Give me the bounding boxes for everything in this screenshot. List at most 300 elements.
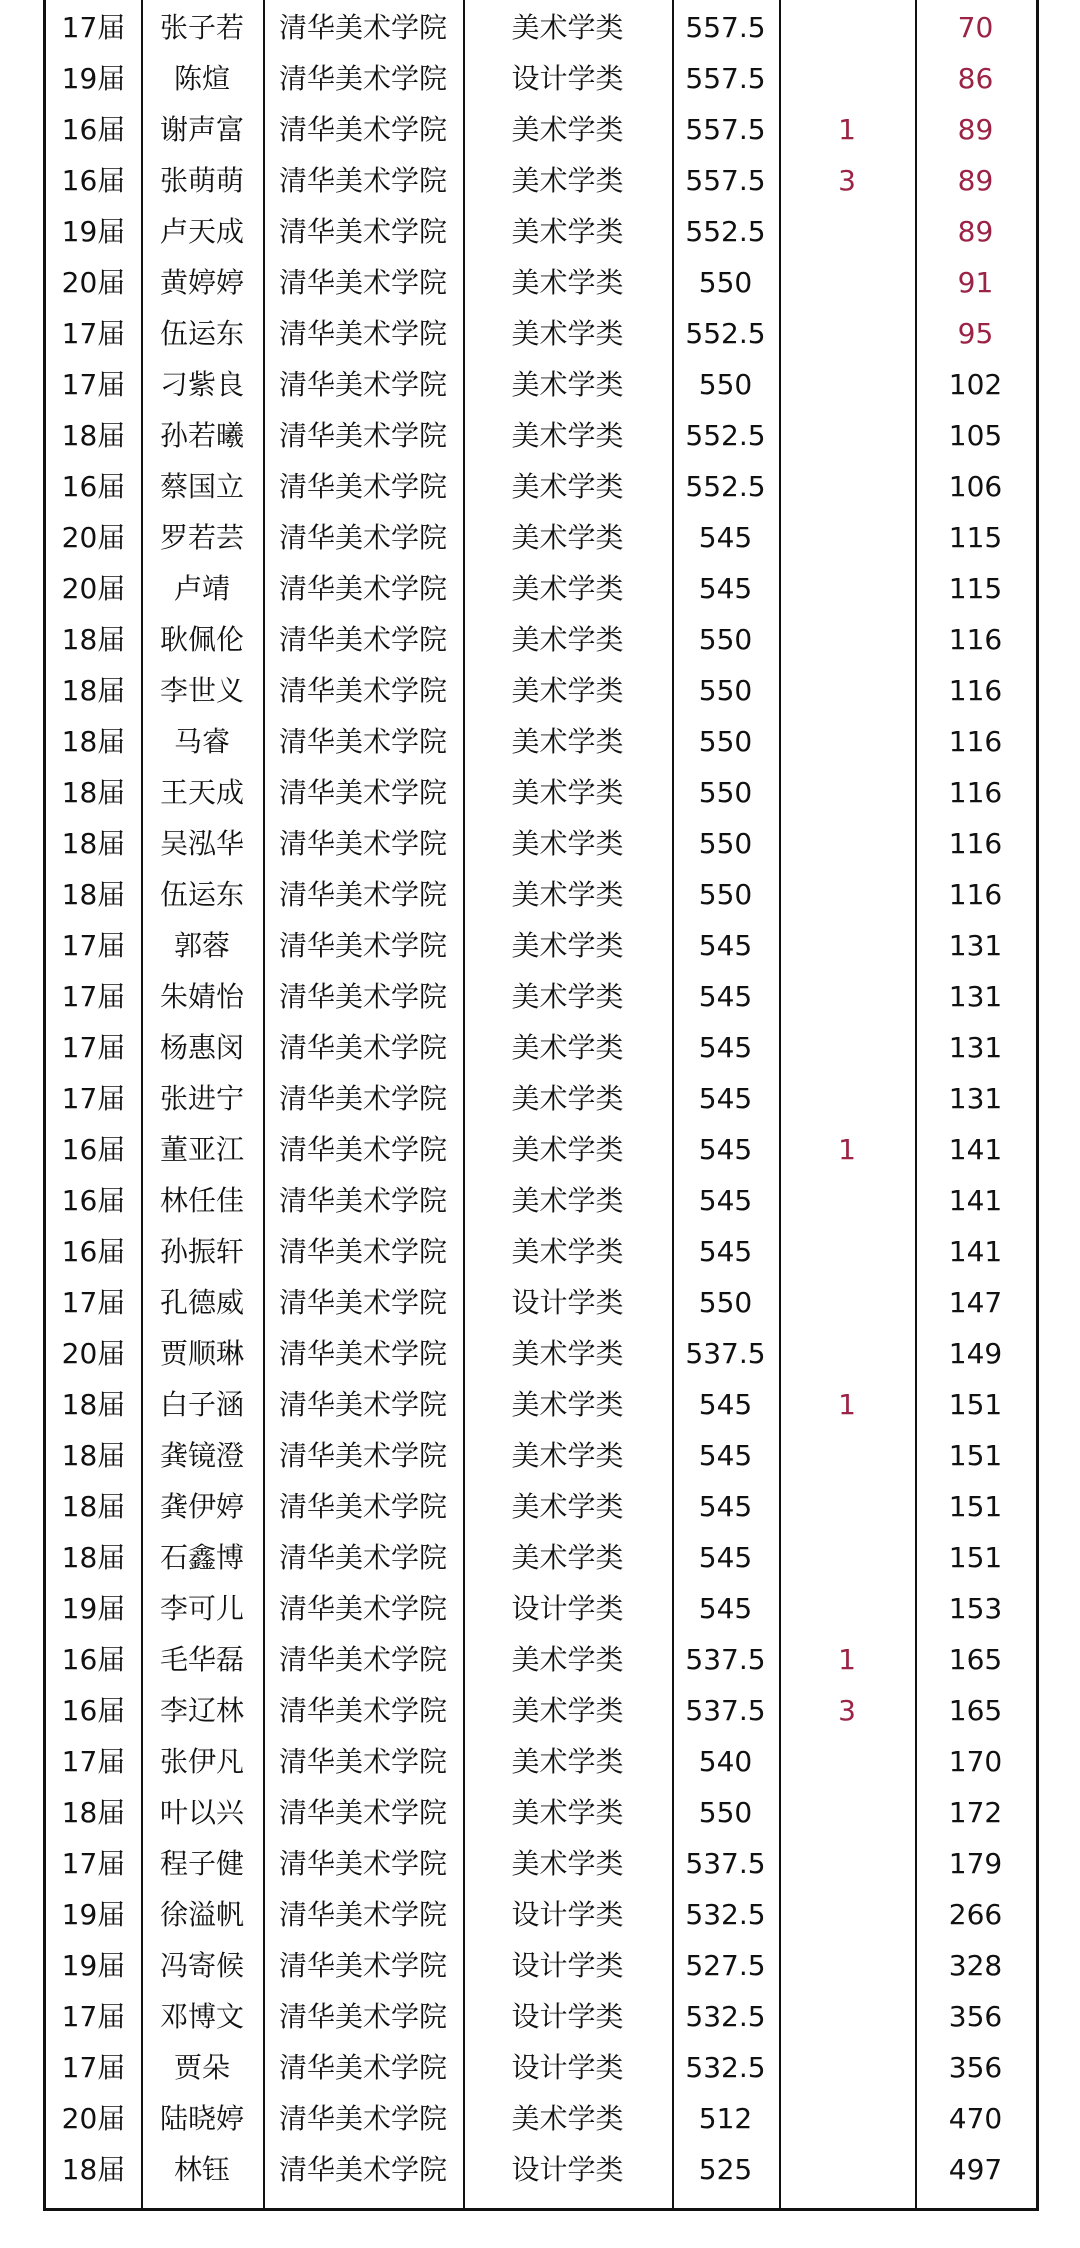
school-cell: 清华美术学院 <box>278 11 447 44</box>
school-cell: 清华美术学院 <box>278 572 447 605</box>
cohort-cell: 18届 <box>61 725 126 758</box>
table-row <box>46 2093 1036 2144</box>
student-name-cell: 张进宁 <box>159 1082 244 1115</box>
major-cell: 美术学类 <box>511 572 624 605</box>
major-cell: 美术学类 <box>511 1490 624 1523</box>
score-cell: 552.5 <box>685 419 766 452</box>
score-cell: 552.5 <box>685 215 766 248</box>
student-name-cell: 王天成 <box>159 776 244 809</box>
mark-cell: 1 <box>838 1388 856 1421</box>
major-cell: 设计学类 <box>511 2153 624 2186</box>
table-row <box>46 920 1036 971</box>
school-cell: 清华美术学院 <box>278 1949 447 1982</box>
score-cell: 527.5 <box>685 1949 766 1982</box>
major-cell: 美术学类 <box>511 1439 624 1472</box>
student-name-cell: 程子健 <box>159 1847 244 1880</box>
major-cell: 美术学类 <box>511 1235 624 1268</box>
rank-cell: 116 <box>948 878 1003 911</box>
score-cell: 545 <box>698 980 753 1013</box>
score-cell: 545 <box>698 929 753 962</box>
student-name-cell: 陈煊 <box>173 62 230 95</box>
major-cell: 设计学类 <box>511 2051 624 2084</box>
cohort-cell: 18届 <box>61 419 126 452</box>
table-row <box>46 1787 1036 1838</box>
rank-cell: 116 <box>948 674 1003 707</box>
rank-cell: 116 <box>948 725 1003 758</box>
table-row <box>46 1583 1036 1634</box>
table-row <box>46 206 1036 257</box>
rank-cell: 131 <box>948 1082 1003 1115</box>
major-cell: 美术学类 <box>511 1337 624 1370</box>
rank-cell: 328 <box>948 1949 1003 1982</box>
score-cell: 545 <box>698 1235 753 1268</box>
table-row <box>46 1940 1036 1991</box>
score-cell: 550 <box>698 266 753 299</box>
student-name-cell: 孔德威 <box>159 1286 244 1319</box>
cohort-cell: 20届 <box>61 1337 126 1370</box>
rank-cell: 115 <box>948 572 1003 605</box>
results-table <box>43 0 1039 2211</box>
major-cell: 设计学类 <box>511 1949 624 1982</box>
rank-cell: 141 <box>948 1133 1003 1166</box>
school-cell: 清华美术学院 <box>278 1745 447 1778</box>
major-cell: 美术学类 <box>511 674 624 707</box>
rank-cell: 115 <box>948 521 1003 554</box>
mark-cell: 1 <box>838 113 856 146</box>
major-cell: 美术学类 <box>511 368 624 401</box>
rank-cell: 266 <box>948 1898 1003 1931</box>
cohort-cell: 18届 <box>61 1490 126 1523</box>
student-name-cell: 白子涵 <box>159 1388 244 1421</box>
cohort-cell: 17届 <box>61 1847 126 1880</box>
score-cell: 537.5 <box>685 1643 766 1676</box>
cohort-cell: 20届 <box>61 266 126 299</box>
student-name-cell: 杨惠闵 <box>159 1031 244 1064</box>
cohort-cell: 18届 <box>61 674 126 707</box>
school-cell: 清华美术学院 <box>278 1796 447 1829</box>
student-name-cell: 张子若 <box>159 11 244 44</box>
major-cell: 美术学类 <box>511 11 624 44</box>
school-cell: 清华美术学院 <box>278 164 447 197</box>
score-cell: 545 <box>698 572 753 605</box>
table-row <box>46 1022 1036 1073</box>
table-row <box>46 716 1036 767</box>
major-cell: 美术学类 <box>511 470 624 503</box>
score-cell: 552.5 <box>685 470 766 503</box>
school-cell: 清华美术学院 <box>278 674 447 707</box>
table-row <box>46 1532 1036 1583</box>
student-name-cell: 李辽林 <box>159 1694 244 1727</box>
student-name-cell: 李世义 <box>159 674 244 707</box>
cohort-cell: 18届 <box>61 1796 126 1829</box>
student-name-cell: 谢声富 <box>159 113 244 146</box>
school-cell: 清华美术学院 <box>278 929 447 962</box>
cohort-cell: 17届 <box>61 1082 126 1115</box>
major-cell: 美术学类 <box>511 1694 624 1727</box>
school-cell: 清华美术学院 <box>278 776 447 809</box>
rank-cell: 89 <box>957 215 994 248</box>
table-row <box>46 869 1036 920</box>
score-cell: 557.5 <box>685 113 766 146</box>
major-cell: 设计学类 <box>511 62 624 95</box>
table-row <box>46 1736 1036 1787</box>
table-row <box>46 155 1036 206</box>
major-cell: 美术学类 <box>511 521 624 554</box>
student-name-cell: 孙若曦 <box>159 419 244 452</box>
score-cell: 550 <box>698 674 753 707</box>
cohort-cell: 19届 <box>61 1949 126 1982</box>
student-name-cell: 黄婷婷 <box>159 266 244 299</box>
student-name-cell: 蔡国立 <box>159 470 244 503</box>
table-row <box>46 461 1036 512</box>
school-cell: 清华美术学院 <box>278 368 447 401</box>
mark-cell: 1 <box>838 1643 856 1676</box>
table-row <box>46 1634 1036 1685</box>
score-cell: 545 <box>698 1388 753 1421</box>
rank-cell: 151 <box>948 1439 1003 1472</box>
table-row <box>46 1073 1036 1124</box>
table-row <box>46 308 1036 359</box>
table-row <box>46 1991 1036 2042</box>
table-row <box>46 1124 1036 1175</box>
rank-cell: 70 <box>957 11 994 44</box>
score-cell: 532.5 <box>685 1898 766 1931</box>
rank-cell: 131 <box>948 929 1003 962</box>
student-name-cell: 贾朵 <box>173 2051 230 2084</box>
cohort-cell: 17届 <box>61 317 126 350</box>
cohort-cell: 18届 <box>61 623 126 656</box>
cohort-cell: 19届 <box>61 62 126 95</box>
student-name-cell: 张萌萌 <box>159 164 244 197</box>
school-cell: 清华美术学院 <box>278 419 447 452</box>
school-cell: 清华美术学院 <box>278 1133 447 1166</box>
student-name-cell: 耿佩伦 <box>159 623 244 656</box>
mark-cell: 3 <box>838 1694 856 1727</box>
cohort-cell: 16届 <box>61 1133 126 1166</box>
school-cell: 清华美术学院 <box>278 827 447 860</box>
table-row <box>46 767 1036 818</box>
school-cell: 清华美术学院 <box>278 2051 447 2084</box>
rank-cell: 131 <box>948 980 1003 1013</box>
score-cell: 552.5 <box>685 317 766 350</box>
score-cell: 512 <box>698 2102 753 2135</box>
cohort-cell: 19届 <box>61 1592 126 1625</box>
student-name-cell: 叶以兴 <box>159 1796 244 1829</box>
school-cell: 清华美术学院 <box>278 1592 447 1625</box>
major-cell: 设计学类 <box>511 1286 624 1319</box>
school-cell: 清华美术学院 <box>278 1337 447 1370</box>
score-cell: 550 <box>698 776 753 809</box>
major-cell: 美术学类 <box>511 419 624 452</box>
major-cell: 美术学类 <box>511 878 624 911</box>
cohort-cell: 17届 <box>61 2051 126 2084</box>
major-cell: 美术学类 <box>511 164 624 197</box>
school-cell: 清华美术学院 <box>278 266 447 299</box>
table-row <box>46 563 1036 614</box>
score-cell: 545 <box>698 1541 753 1574</box>
cohort-cell: 18届 <box>61 776 126 809</box>
score-cell: 525 <box>698 2153 753 2186</box>
major-cell: 美术学类 <box>511 980 624 1013</box>
rank-cell: 102 <box>948 368 1003 401</box>
school-cell: 清华美术学院 <box>278 1082 447 1115</box>
school-cell: 清华美术学院 <box>278 2000 447 2033</box>
score-cell: 550 <box>698 827 753 860</box>
rank-cell: 165 <box>948 1643 1003 1676</box>
student-name-cell: 刁紫良 <box>159 368 244 401</box>
cohort-cell: 17届 <box>61 1286 126 1319</box>
school-cell: 清华美术学院 <box>278 2102 447 2135</box>
table-row <box>46 1481 1036 1532</box>
cohort-cell: 18届 <box>61 827 126 860</box>
major-cell: 美术学类 <box>511 1643 624 1676</box>
rank-cell: 151 <box>948 1490 1003 1523</box>
rank-cell: 89 <box>957 113 994 146</box>
rank-cell: 149 <box>948 1337 1003 1370</box>
major-cell: 设计学类 <box>511 1898 624 1931</box>
cohort-cell: 16届 <box>61 1184 126 1217</box>
student-name-cell: 龚伊婷 <box>159 1490 244 1523</box>
major-cell: 美术学类 <box>511 215 624 248</box>
table-row <box>46 614 1036 665</box>
student-name-cell: 邓博文 <box>159 2000 244 2033</box>
table-row <box>46 512 1036 563</box>
rank-cell: 153 <box>948 1592 1003 1625</box>
table-row <box>46 257 1036 308</box>
school-cell: 清华美术学院 <box>278 521 447 554</box>
table-body <box>46 2 1036 2195</box>
mark-cell: 3 <box>838 164 856 197</box>
major-cell: 美术学类 <box>511 1082 624 1115</box>
mark-cell: 1 <box>838 1133 856 1166</box>
rank-cell: 105 <box>948 419 1003 452</box>
table-row <box>46 1226 1036 1277</box>
major-cell: 美术学类 <box>511 317 624 350</box>
rank-cell: 106 <box>948 470 1003 503</box>
student-name-cell: 罗若芸 <box>159 521 244 554</box>
score-cell: 545 <box>698 1031 753 1064</box>
school-cell: 清华美术学院 <box>278 317 447 350</box>
rank-cell: 497 <box>948 2153 1003 2186</box>
student-name-cell: 郭蓉 <box>173 929 230 962</box>
major-cell: 美术学类 <box>511 827 624 860</box>
student-name-cell: 毛华磊 <box>159 1643 244 1676</box>
major-cell: 美术学类 <box>511 1184 624 1217</box>
score-cell: 550 <box>698 725 753 758</box>
table-row <box>46 1685 1036 1736</box>
table-row <box>46 2042 1036 2093</box>
school-cell: 清华美术学院 <box>278 62 447 95</box>
school-cell: 清华美术学院 <box>278 1490 447 1523</box>
major-cell: 美术学类 <box>511 623 624 656</box>
table-row <box>46 1838 1036 1889</box>
school-cell: 清华美术学院 <box>278 980 447 1013</box>
student-name-cell: 孙振轩 <box>159 1235 244 1268</box>
table-row <box>46 1889 1036 1940</box>
student-name-cell: 伍运东 <box>159 878 244 911</box>
major-cell: 美术学类 <box>511 113 624 146</box>
table-row <box>46 2144 1036 2195</box>
score-cell: 532.5 <box>685 2051 766 2084</box>
cohort-cell: 20届 <box>61 521 126 554</box>
cohort-cell: 17届 <box>61 368 126 401</box>
student-name-cell: 贾顺琳 <box>159 1337 244 1370</box>
school-cell: 清华美术学院 <box>278 1388 447 1421</box>
major-cell: 设计学类 <box>511 1592 624 1625</box>
school-cell: 清华美术学院 <box>278 2153 447 2186</box>
rank-cell: 89 <box>957 164 994 197</box>
score-cell: 550 <box>698 623 753 656</box>
table-row <box>46 53 1036 104</box>
rank-cell: 91 <box>957 266 994 299</box>
cohort-cell: 18届 <box>61 878 126 911</box>
cohort-cell: 16届 <box>61 470 126 503</box>
cohort-cell: 16届 <box>61 164 126 197</box>
cohort-cell: 20届 <box>61 572 126 605</box>
major-cell: 美术学类 <box>511 2102 624 2135</box>
rank-cell: 151 <box>948 1541 1003 1574</box>
student-name-cell: 伍运东 <box>159 317 244 350</box>
major-cell: 美术学类 <box>511 266 624 299</box>
school-cell: 清华美术学院 <box>278 725 447 758</box>
rank-cell: 86 <box>957 62 994 95</box>
score-cell: 545 <box>698 1133 753 1166</box>
rank-cell: 179 <box>948 1847 1003 1880</box>
score-cell: 537.5 <box>685 1847 766 1880</box>
school-cell: 清华美术学院 <box>278 1898 447 1931</box>
school-cell: 清华美术学院 <box>278 1847 447 1880</box>
student-name-cell: 张伊凡 <box>159 1745 244 1778</box>
school-cell: 清华美术学院 <box>278 470 447 503</box>
table-row <box>46 1379 1036 1430</box>
major-cell: 美术学类 <box>511 1133 624 1166</box>
cohort-cell: 16届 <box>61 1694 126 1727</box>
school-cell: 清华美术学院 <box>278 1286 447 1319</box>
score-cell: 550 <box>698 1796 753 1829</box>
major-cell: 美术学类 <box>511 725 624 758</box>
student-name-cell: 吴泓华 <box>159 827 244 860</box>
student-name-cell: 徐溢帆 <box>159 1898 244 1931</box>
rank-cell: 165 <box>948 1694 1003 1727</box>
rank-cell: 116 <box>948 827 1003 860</box>
school-cell: 清华美术学院 <box>278 1184 447 1217</box>
cohort-cell: 17届 <box>61 929 126 962</box>
rank-cell: 147 <box>948 1286 1003 1319</box>
student-name-cell: 龚镜澄 <box>159 1439 244 1472</box>
student-name-cell: 林钰 <box>173 2153 230 2186</box>
student-name-cell: 卢靖 <box>173 572 230 605</box>
rank-cell: 151 <box>948 1388 1003 1421</box>
rank-cell: 172 <box>948 1796 1003 1829</box>
student-name-cell: 陆晓婷 <box>159 2102 244 2135</box>
school-cell: 清华美术学院 <box>278 623 447 656</box>
cohort-cell: 17届 <box>61 1745 126 1778</box>
score-cell: 557.5 <box>685 62 766 95</box>
student-name-cell: 石鑫博 <box>159 1541 244 1574</box>
student-name-cell: 马睿 <box>173 725 230 758</box>
student-name-cell: 董亚江 <box>159 1133 244 1166</box>
score-cell: 537.5 <box>685 1337 766 1370</box>
cohort-cell: 19届 <box>61 1898 126 1931</box>
major-cell: 美术学类 <box>511 1541 624 1574</box>
score-cell: 557.5 <box>685 164 766 197</box>
school-cell: 清华美术学院 <box>278 215 447 248</box>
rank-cell: 116 <box>948 623 1003 656</box>
score-cell: 550 <box>698 878 753 911</box>
cohort-cell: 18届 <box>61 1439 126 1472</box>
table-row <box>46 410 1036 461</box>
cohort-cell: 18届 <box>61 2153 126 2186</box>
student-name-cell: 卢天成 <box>159 215 244 248</box>
major-cell: 美术学类 <box>511 1388 624 1421</box>
score-cell: 545 <box>698 1439 753 1472</box>
rank-cell: 116 <box>948 776 1003 809</box>
school-cell: 清华美术学院 <box>278 1439 447 1472</box>
student-name-cell: 冯寄候 <box>159 1949 244 1982</box>
rank-cell: 170 <box>948 1745 1003 1778</box>
cohort-cell: 17届 <box>61 1031 126 1064</box>
rank-cell: 141 <box>948 1184 1003 1217</box>
school-cell: 清华美术学院 <box>278 113 447 146</box>
score-cell: 545 <box>698 1490 753 1523</box>
major-cell: 设计学类 <box>511 2000 624 2033</box>
cohort-cell: 17届 <box>61 11 126 44</box>
major-cell: 美术学类 <box>511 929 624 962</box>
table-row <box>46 665 1036 716</box>
table-row <box>46 1328 1036 1379</box>
major-cell: 美术学类 <box>511 1031 624 1064</box>
rank-cell: 131 <box>948 1031 1003 1064</box>
school-cell: 清华美术学院 <box>278 1235 447 1268</box>
cohort-cell: 16届 <box>61 1643 126 1676</box>
table-row <box>46 359 1036 410</box>
table-row <box>46 104 1036 155</box>
school-cell: 清华美术学院 <box>278 878 447 911</box>
table-row <box>46 818 1036 869</box>
score-cell: 532.5 <box>685 2000 766 2033</box>
rank-cell: 141 <box>948 1235 1003 1268</box>
major-cell: 美术学类 <box>511 1847 624 1880</box>
major-cell: 美术学类 <box>511 1745 624 1778</box>
rank-cell: 95 <box>957 317 994 350</box>
table-row <box>46 2 1036 53</box>
school-cell: 清华美术学院 <box>278 1541 447 1574</box>
score-cell: 550 <box>698 1286 753 1319</box>
score-cell: 550 <box>698 368 753 401</box>
school-cell: 清华美术学院 <box>278 1643 447 1676</box>
score-cell: 545 <box>698 521 753 554</box>
school-cell: 清华美术学院 <box>278 1694 447 1727</box>
table-row <box>46 1430 1036 1481</box>
cohort-cell: 18届 <box>61 1388 126 1421</box>
cohort-cell: 17届 <box>61 2000 126 2033</box>
student-name-cell: 朱婧怡 <box>159 980 244 1013</box>
table-row <box>46 1277 1036 1328</box>
cohort-cell: 20届 <box>61 2102 126 2135</box>
score-cell: 545 <box>698 1082 753 1115</box>
cohort-cell: 16届 <box>61 1235 126 1268</box>
cohort-cell: 17届 <box>61 980 126 1013</box>
table-row <box>46 971 1036 1022</box>
score-cell: 545 <box>698 1592 753 1625</box>
rank-cell: 356 <box>948 2051 1003 2084</box>
cohort-cell: 18届 <box>61 1541 126 1574</box>
score-cell: 557.5 <box>685 11 766 44</box>
major-cell: 美术学类 <box>511 776 624 809</box>
student-name-cell: 林任佳 <box>159 1184 244 1217</box>
score-cell: 545 <box>698 1184 753 1217</box>
rank-cell: 470 <box>948 2102 1003 2135</box>
